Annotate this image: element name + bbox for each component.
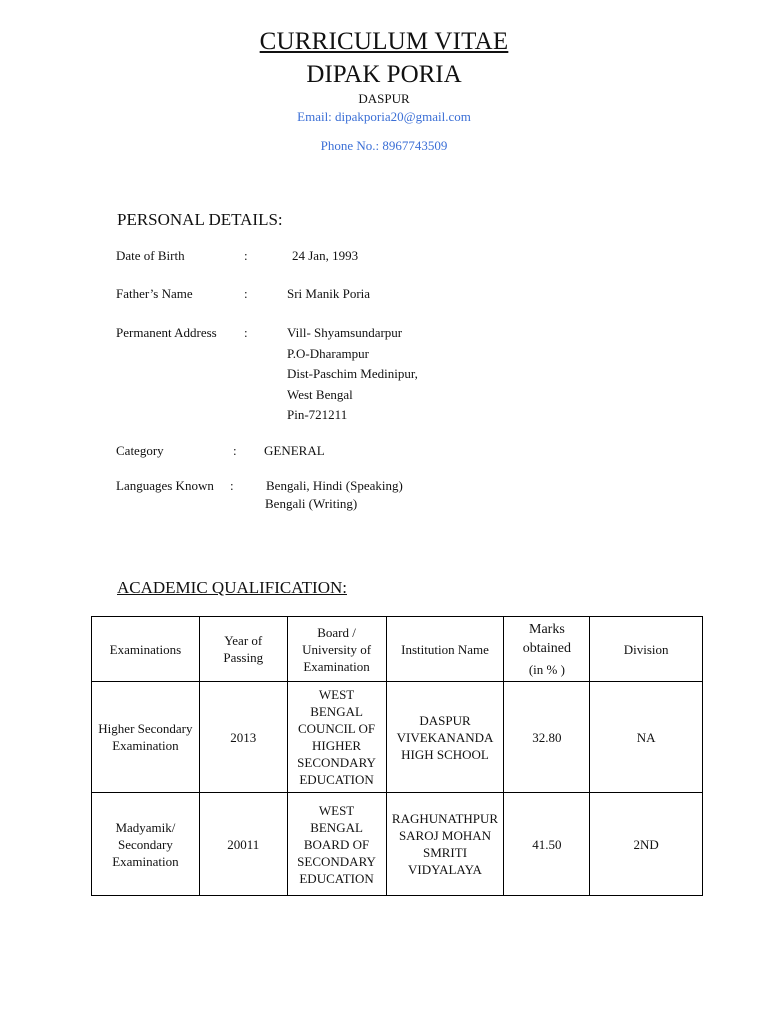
languages-label: Languages Known <box>116 478 214 493</box>
cv-title: CURRICULUM VITAE <box>259 28 509 55</box>
col-header-examinations: Examinations <box>92 617 200 682</box>
candidate-name: DIPAK PORIA <box>306 61 462 88</box>
personal-details-heading: PERSONAL DETAILS: <box>117 210 283 229</box>
address-colon: : <box>244 325 248 340</box>
cell-exam: Higher Secondary Examination <box>92 682 200 793</box>
category-value: GENERAL <box>264 443 325 458</box>
cell-division: NA <box>590 682 703 793</box>
category-colon: : <box>233 443 237 458</box>
candidate-email: Email: dipakporia20@gmail.com <box>297 109 471 124</box>
father-value: Sri Manik Poria <box>287 286 371 301</box>
candidate-phone: Phone No.: 8967743509 <box>320 138 448 153</box>
father-colon: : <box>244 286 248 301</box>
dob-value: 24 Jan, 1993 <box>292 248 359 263</box>
address-line: Vill- Shyamsundarpur <box>287 325 403 340</box>
academic-qualification-heading: ACADEMIC QUALIFICATION: <box>117 578 347 597</box>
cell-exam: Madyamik/ Secondary Examination <box>92 793 200 896</box>
col-header-division: Division <box>590 617 703 682</box>
academic-table <box>91 616 703 896</box>
col-header-year: Year of Passing <box>199 617 287 682</box>
cell-institution: DASPUR VIVEKANANDA HIGH SCHOOL <box>386 682 504 793</box>
father-label: Father’s Name <box>116 286 193 301</box>
dob-colon: : <box>244 248 248 263</box>
cell-year: 2013 <box>199 682 287 793</box>
languages-line: Bengali, Hindi (Speaking) <box>266 478 403 493</box>
cell-board: WEST BENGAL BOARD OF SECONDARY EDUCATION <box>287 793 386 896</box>
address-label: Permanent Address <box>116 325 217 340</box>
address-line: Pin-721211 <box>287 407 348 422</box>
cell-institution: RAGHUNATHPUR SAROJ MOHAN SMRITI VIDYALAYA <box>386 793 504 896</box>
col-header-institution: Institution Name <box>386 617 504 682</box>
address-line: West Bengal <box>287 386 353 402</box>
languages-line: Bengali (Writing) <box>265 496 358 511</box>
cell-year: 20011 <box>199 793 287 896</box>
cell-marks: 32.80 <box>504 682 590 793</box>
table-header-row <box>92 617 703 682</box>
address-line: P.O-Dharampur <box>287 345 369 361</box>
col-header-marks: Marks obtained (in % ) <box>504 617 590 682</box>
dob-label: Date of Birth <box>116 248 185 263</box>
address-line: Dist-Paschim Medinipur, <box>287 366 418 381</box>
cell-board: WEST BENGAL COUNCIL OF HIGHER SECONDARY EDUCATION <box>287 682 386 793</box>
languages-colon: : <box>230 478 234 493</box>
cell-division: 2ND <box>590 793 703 896</box>
candidate-place: DASPUR <box>358 91 410 106</box>
cell-marks: 41.50 <box>504 793 590 896</box>
col-header-board: Board / University of Examination <box>287 617 386 682</box>
category-label: Category <box>116 443 164 458</box>
table-row <box>92 682 703 793</box>
table-row <box>92 793 703 896</box>
